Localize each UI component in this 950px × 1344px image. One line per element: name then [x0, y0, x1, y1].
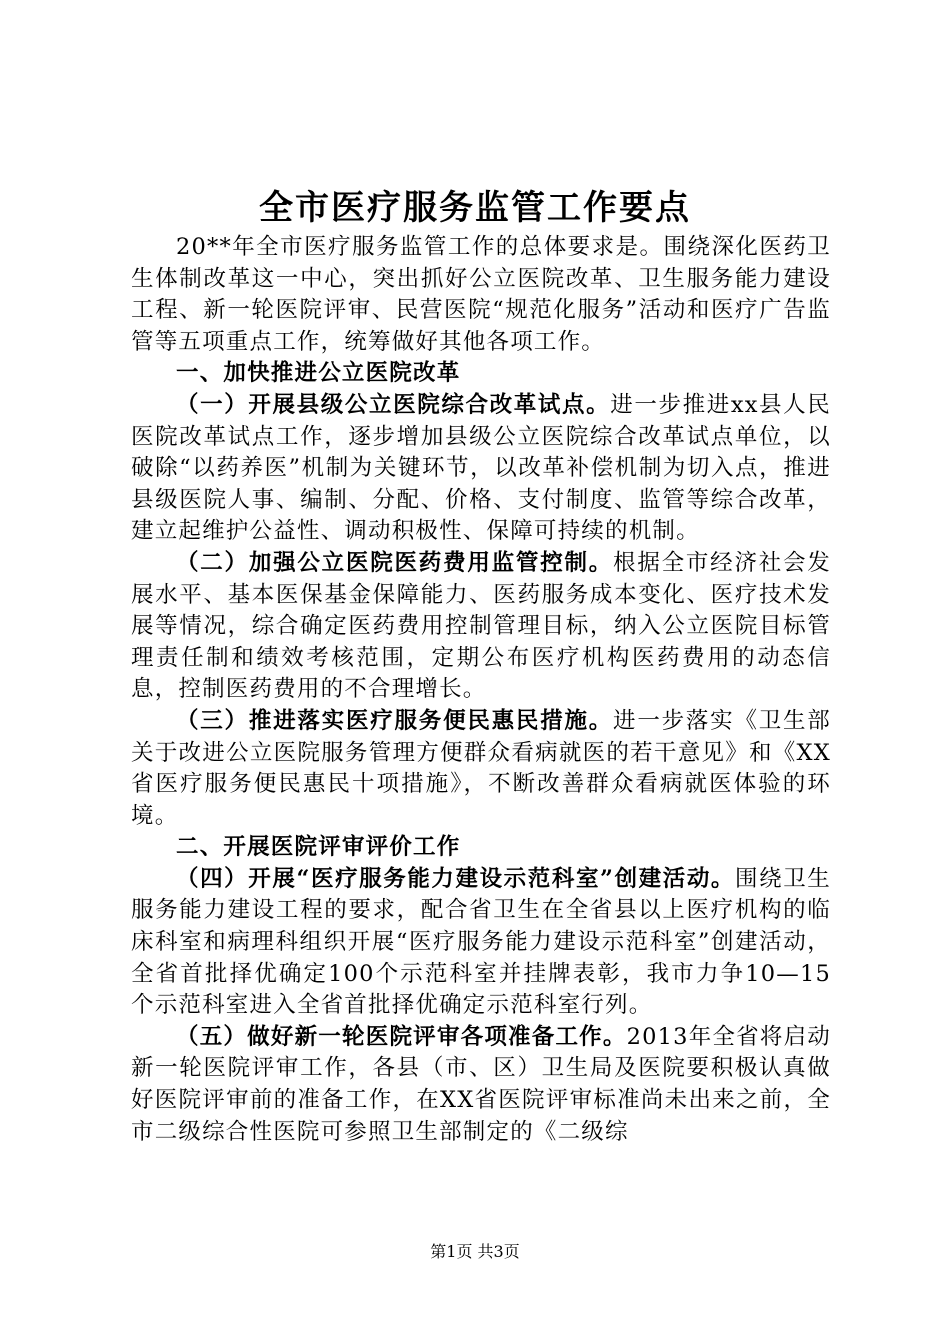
item-3-text: 进一步落实《卫生部关于改进公立医院服务管理方便群众看病就医的若干意见》和《XX省医疗服务便民惠民十项措施》，不断改善群众看病就医体验的环境。: [131, 707, 831, 829]
item-5-text: 2013年全省将启动新一轮医院评审工作，各县（市、区）卫生局及医院要积极认真做好医院评审前的准备工作，在XX省医院评审标准尚未出来之前，全市二级综合性医院可参照卫生部制定的《二级综: [131, 1023, 831, 1145]
item-3-lead: （三）推进落实医疗服务便民惠民措施。: [176, 707, 614, 734]
item-4-text: 围绕卫生服务能力建设工程的要求，配合省卫生在全省县以上医疗机构的临床科室和病理科组织开展“医疗服务能力建设示范科室”创建活动，全省首批择优确定100个示范科室并挂牌表彰，我市力争10—15个示范科室进入全省首批择优确定示范科室行列。: [131, 865, 831, 1019]
item-2-text: 根据全市经济社会发展水平、基本医保基金保障能力、医药服务成本变化、医疗技术发展等情况，综合确定医药费用控制管理目标，纳入公立医院目标管理责任制和绩效考核范围，定期公布医疗机构医药费用的动态信息，控制医药费用的不合理增长。: [131, 549, 831, 703]
item-2-lead: （二）加强公立医院医药费用监管控制。: [176, 549, 614, 576]
intro-paragraph: 20**年全市医疗服务监管工作的总体要求是。围绕深化医药卫生体制改革这一中心，突出抓好公立医院改革、卫生服务能力建设工程、新一轮医院评审、民营医院“规范化服务”活动和医疗广告监管等五项重点工作，统筹做好其他各项工作。: [131, 234, 831, 355]
item-5-lead: （五）做好新一轮医院评审各项准备工作。: [176, 1023, 627, 1050]
paragraph-item-4: [131, 864, 831, 1022]
item-1-text: 进一步推进xx县人民医院改革试点工作，逐步增加县级公立医院综合改革试点单位，以破除“以药养医”机制为关键环节，以改革补偿机制为切入点，推进县级医院人事、编制、分配、价格、支付制度、监管等综合改革，建立起维护公益性、调动积极性、保障可持续的机制。: [131, 391, 831, 545]
paragraph-item-5: [131, 1022, 831, 1148]
section-heading-1: 一、加快推进公立医院改革: [176, 360, 461, 387]
section-heading-2: 二、开展医院评审评价工作: [176, 834, 461, 861]
document-body: [131, 232, 831, 1148]
item-1-lead: （一）开展县级公立医院综合改革试点。: [176, 391, 611, 418]
paragraph-item-1: [131, 390, 831, 548]
paragraph-item-3: [131, 706, 831, 832]
item-4-lead: （四）开展“医疗服务能力建设示范科室”创建活动。: [176, 865, 736, 892]
page-footer: 第1页 共3页: [430, 1242, 520, 1261]
document-title: 全市医疗服务监管工作要点: [259, 188, 691, 228]
paragraph-item-2: [131, 548, 831, 706]
